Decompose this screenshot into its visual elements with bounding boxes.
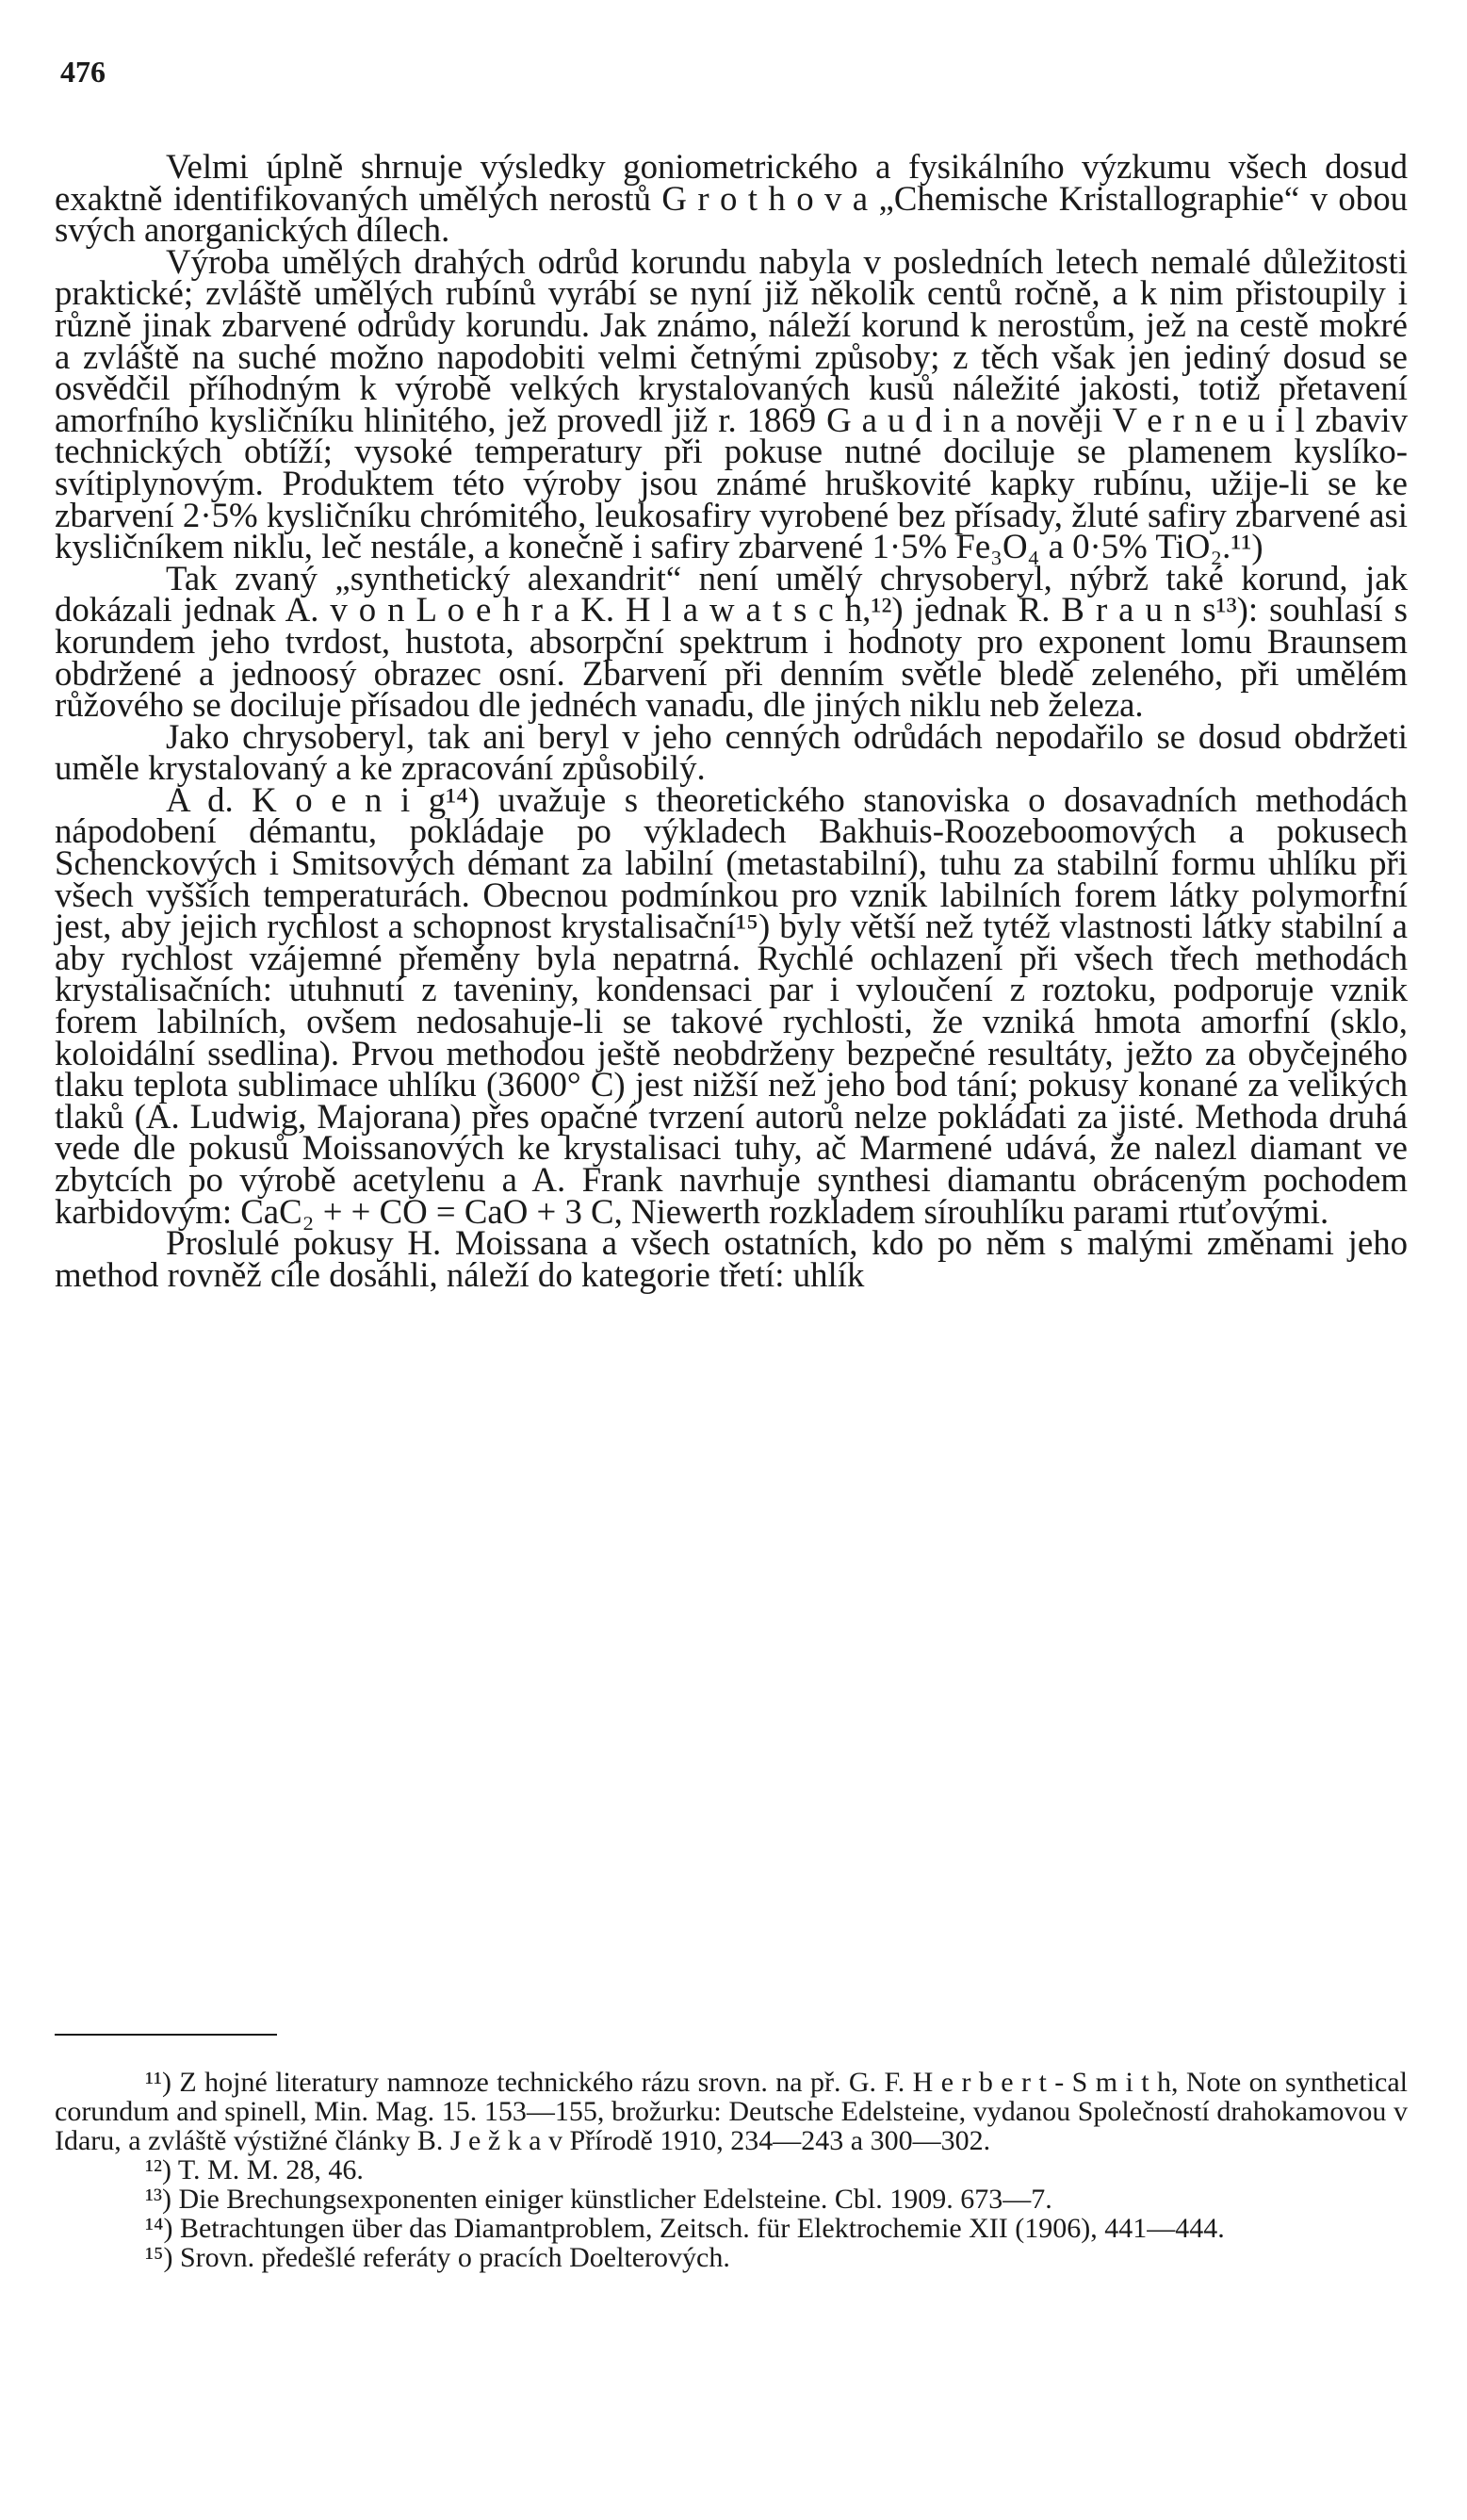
paragraph-korund: Výroba umělých drahých odrůd korundu nabyla v posledních letech nemalé důležitosti praktické; zvláště umělých rubínů vyrábí se nyní již několik centů ročně, a k nim přistoupily i různě jinak zbarvené odrůdy korundu. Jak známo, náleží korund k nerostům, jež na cestě mokré a zvláště na suché možno napodobiti velmi četnými způsoby; z těch však jen jediný dosud se osvědčil příhodným k výrobě velkých krystalovaných kusů náležité jakosti, totiž přetavení amorfního kysličníku hlinitého, jež provedl již r. 1869 G a u d i n a nověji V e r n e u i l zbaviv technických obtíží; vysoké temperatury při pokuse nutné dociluje se plamenem kyslíko-svítiplynovým. Produktem této výroby jsou známé hruškovité kapky rubínu, užije-li se ke zbarvení 2·5% kysličníku chrómitého, leukosafiry vyrobené bez přísady, žluté safiry zbarvené asi kysličníkem niklu, leč nestále, a konečně i safiry zbarvené 1·5% Fe₃O₄ a 0·5% TiO₂.¹¹) — [55, 241, 1408, 566]
footnote-11: ¹¹) Z hojné literatury namnoze technického rázu srovn. na př. G. F. H e r b e r t - S m i t h, Note on synthetical corundum and spinell, Min. Mag. 15. 153—155, brožurku: Deutsche Edelsteine, vydanou Společností drahokamovou v Idaru, a zvláště výstižné články B. J e ž k a v Přírodě 1910, 234—243 a 300—302. — [55, 2067, 1408, 2156]
paragraph-chrysoberyl: Jako chrysoberyl, tak ani beryl v jeho cenných odrůdách nepodařilo se dosud obdržeti uměle krystalovaný a ke zpracování způsobilý. — [55, 716, 1408, 788]
footnote-15: ¹⁵) Srovn. předešlé referáty o pracích Doelterových. — [145, 2242, 730, 2273]
footnote-13: ¹³) Die Brechungsexponenten einiger künstlicher Edelsteine. Cbl. 1909. 673—7. — [145, 2184, 1052, 2215]
body-text — [55, 147, 1408, 1294]
paragraph-alexandrit: Tak zvaný „synthetický alexandrit“ není umělý chrysoberyl, nýbrž také korund, jak dokázali jednak A. v o n L o e h r a K. H l a w a t s c h,¹²) jednak R. B r a u n s¹³): souhlasí s korundem jeho tvrdost, hustota, absorpční spektrum i hodnoty pro exponent lomu Braunsem obdržené a jednoosý obrazec osní. Zbarvení při denním světle bledě zeleného, při umělém růžového se dociluje přísadou dle jednéch vanadu, dle jiných niklu neb železa. — [55, 558, 1408, 725]
paragraph-grothova: Velmi úplně shrnuje výsledky goniometrického a fysikálního výzkumu všech dosud exaktně identifikovaných umělých nerostů G r o t h o v a „Chemische Kristallographie“ v obou svých anorganických dílech. — [55, 147, 1408, 250]
footnote-14: ¹⁴) Betrachtungen über das Diamantproblem, Zeitsch. für Elektrochemie XII (1906), 441—444. — [145, 2213, 1225, 2244]
page-number: 476 — [60, 55, 106, 89]
paragraph-moissan: Proslulé pokusy H. Moissana a všech ostatních, kdo po něm s malými změnami jeho method rovněž cíle dosáhli, náleží do kategorie třetí: uhlík — [55, 1223, 1408, 1294]
footnote-12: ¹²) T. M. M. 28, 46. — [145, 2154, 364, 2185]
paragraph-koenig: A d. K o e n i g¹⁴) uvažuje s theoretického stanoviska o dosavadních methodách nápodobení démantu, pokládaje po výkladech Bakhuis-Roozeboomových a pokusech Schenckových i Smitsových démant za labilní (metastabilní), tuhu za stabilní formu uhlíku při všech vyšších temperaturách. Obecnou podmínkou pro vznik labilních forem látky polymorfní jest, aby jejich rychlost a schopnost krystalisační¹⁵) byly větší než tytéž vlastnosti látky stabilní a aby rychlost vzájemné přeměny byla nepatrná. Rychlé ochlazení při všech třech methodách krystalisačních: utuhnutí z taveniny, kondensaci par i vyloučení z roztoku, podporuje vznik forem labilních, ovšem nedosahuje-li se takové rychlosti, že vzniká hmota amorfní (sklo, koloidální ssedlina). Prvou methodou ještě neobdrženy bezpečné resultáty, ježto za obyčejného tlaku teplota sublimace uhlíku (3600° C) jest nižší než jeho bod tání; pokusy konané za velikých tlaků (A. Ludwig, Majorana) přes opačné tvrzení autorů nelze pokládati za jisté. Methoda druhá vede dle pokusů Moissanových ke krystalisaci tuhy, ač Marmené udává, že nalezl diamant ve zbytcích po výrobě acetylenu a A. Frank navrhuje synthesi diamantu obráceným pochodem karbidovým: CaC₂ + + CO = CaO + 3 C, Niewerth rozkladem sírouhlíku parami rtuťovými. — [55, 779, 1408, 1231]
footnotes — [55, 2068, 1408, 2272]
footnote-divider — [55, 2034, 277, 2036]
